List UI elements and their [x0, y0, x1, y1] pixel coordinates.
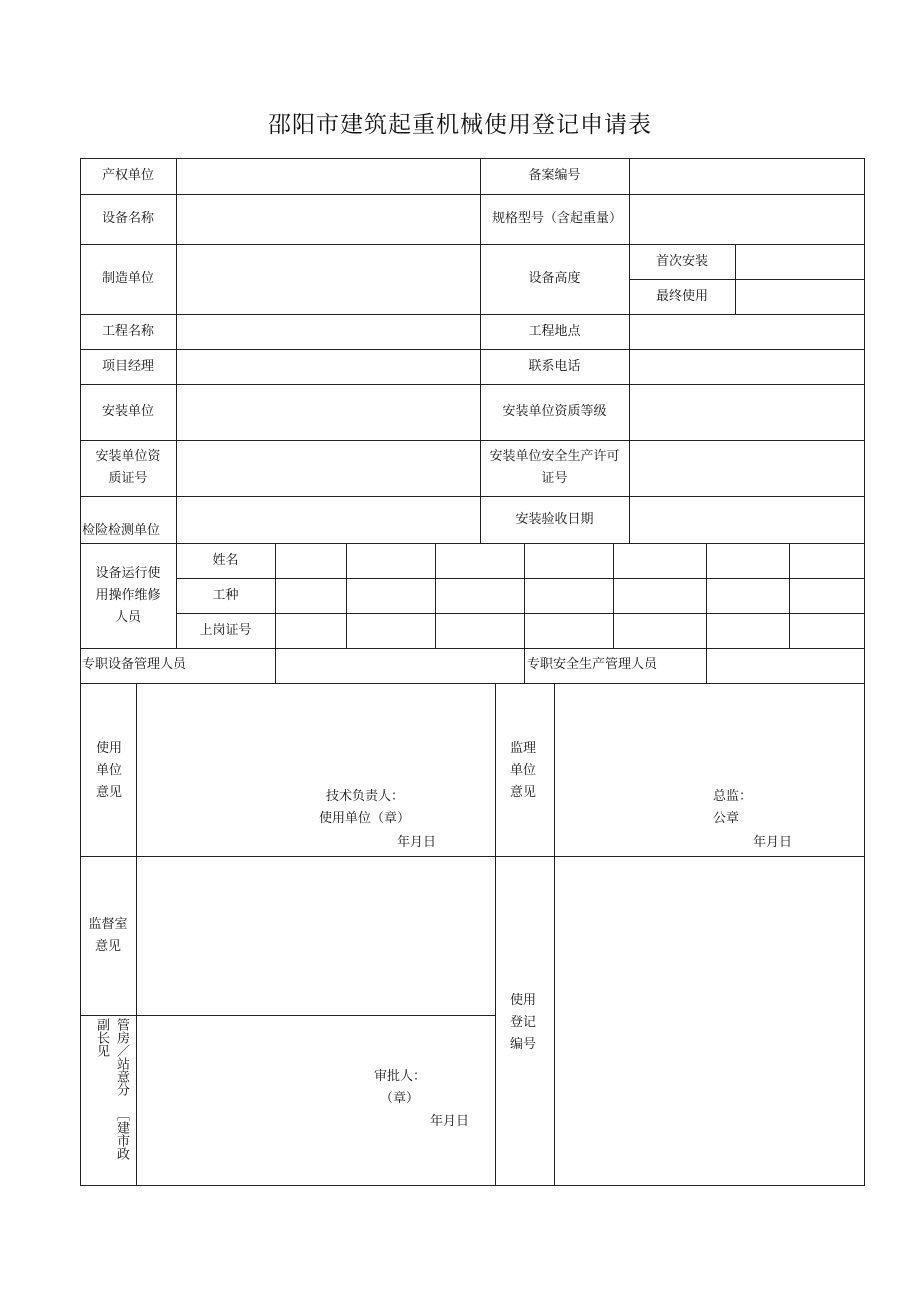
label-contact-phone: 联系电话: [528, 358, 581, 374]
label-op-name: 姓名: [212, 552, 239, 568]
label-supervision-office-opinion: 监督室意见: [88, 917, 128, 954]
label-operators: 设备运行使用操作维修人员: [95, 565, 161, 625]
date-2: 年月日: [753, 835, 793, 850]
approver: 审批人：: [374, 1069, 427, 1084]
label-equipment-name: 设备名称: [101, 211, 154, 226]
date-1: 年月日: [397, 835, 437, 850]
label-op-type: 工种: [212, 587, 239, 603]
approval-seal: （章）: [380, 1091, 420, 1106]
chief-supervisor: 总监：: [713, 789, 753, 804]
label-use-reg-no: 使用登记编号: [509, 993, 536, 1052]
label-first-install: 首次安装: [655, 253, 708, 269]
label-inspection-unit: 检险检测单位: [82, 523, 161, 538]
label-safety-manager: 专职安全生产管理人员: [527, 657, 658, 672]
label-record-no: 备案编号: [528, 168, 581, 183]
label-project-name: 工程名称: [101, 323, 154, 339]
official-seal: 公章: [713, 811, 740, 826]
deputy-col-1: 副长见: [94, 1018, 109, 1057]
user-unit-seal: 使用单位（章）: [319, 811, 411, 826]
label-install-safety-permit: 安装单位安全生产许可证号: [489, 449, 620, 486]
registration-form: [80, 158, 865, 1186]
label-install-unit: 安装单位: [101, 404, 154, 419]
label-equipment-height: 设备高度: [528, 271, 581, 286]
label-spec-model: 规格型号（含起重量）: [492, 211, 623, 226]
date-3: 年月日: [430, 1114, 470, 1129]
deputy-col-2: 管房／站意分: [114, 1018, 129, 1096]
tech-lead: 技术负责人：: [326, 789, 405, 804]
label-user-unit-opinion: 使用单位意见: [95, 741, 122, 800]
label-project-location: 工程地点: [528, 323, 581, 339]
page-title: 邵阳市建筑起重机械使用登记申请表: [268, 112, 652, 138]
label-op-cert: 上岗证号: [199, 622, 252, 638]
label-equip-manager: 专职设备管理人员: [82, 657, 187, 672]
deputy-col-3: ［建市政: [114, 1108, 129, 1160]
label-project-manager: 项目经理: [101, 358, 154, 374]
label-install-qual-grade: 安装单位资质等级: [502, 404, 607, 419]
label-owner: 产权单位: [101, 168, 154, 183]
label-manufacturer: 制造单位: [101, 271, 154, 286]
label-install-qual-cert: 安装单位资质证号: [95, 449, 161, 486]
label-final-use: 最终使用: [655, 288, 708, 304]
label-supervisor-unit-opinion: 监理单位意见: [509, 741, 536, 800]
label-acceptance-date: 安装验收日期: [515, 511, 594, 527]
